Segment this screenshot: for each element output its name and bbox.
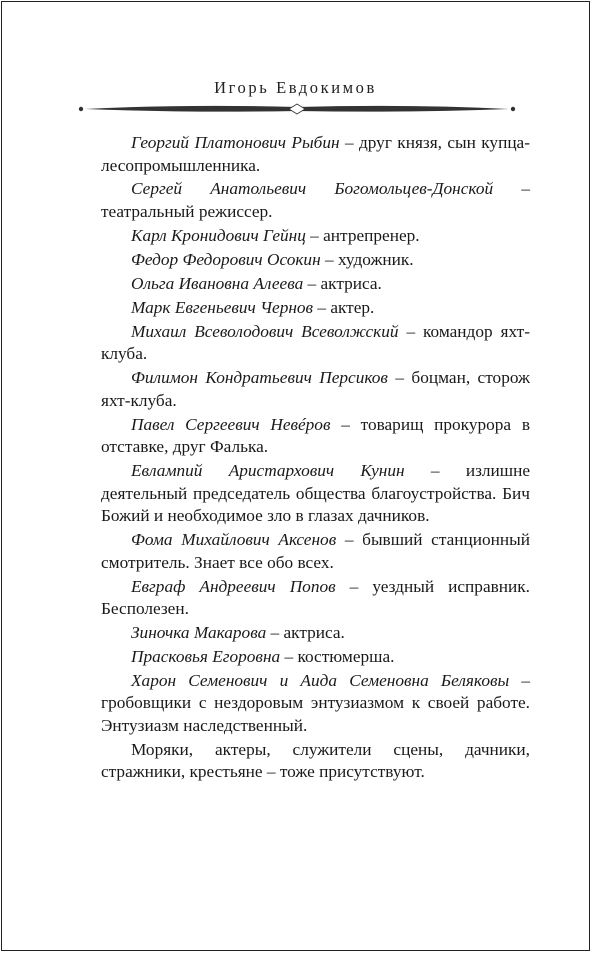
character-description: – боцман, сторож яхт-клуба. xyxy=(101,368,530,410)
character-description: – друг князя, сын купца-лесопромышленника. xyxy=(101,133,530,175)
closing-paragraph: Моряки, актеры, служители сцены, дачники, стражники, крестьяне – тоже присутствуют. xyxy=(101,739,530,782)
character-name: Ольга Ивановна Алеева xyxy=(131,273,304,293)
list-item xyxy=(101,249,530,272)
character-name: Харон Семенович и Аида Семеновна Беляковы xyxy=(131,670,510,690)
list-item xyxy=(101,460,530,528)
character-name: Михаил Всеволодович Всеволжский xyxy=(131,321,399,341)
list-item xyxy=(101,414,530,459)
character-name: Фома Михайлович Аксенов xyxy=(131,530,337,550)
character-name: Филимон Кондратьевич Персиков xyxy=(131,368,388,388)
character-description: – актриса. xyxy=(303,273,382,293)
list-item xyxy=(101,646,530,669)
character-description: – актер. xyxy=(313,297,375,317)
character-description: – уездный исправник. Бесполезен. xyxy=(101,576,530,619)
character-description: – костюмерша. xyxy=(280,646,395,666)
list-item xyxy=(101,622,530,645)
list-item xyxy=(101,576,530,621)
character-name: Марк Евгеньевич Чернов xyxy=(131,297,314,317)
list-item xyxy=(101,529,530,574)
character-name: Зиночка Макарова xyxy=(131,623,267,643)
header-ornament xyxy=(77,102,517,116)
character-description: – театральный режиссер. xyxy=(101,179,530,222)
list-item xyxy=(101,321,530,366)
character-description: – товарищ прокурора в отставке, друг Фалька. xyxy=(101,414,530,457)
character-name: Евлампий Аристархович Кунин xyxy=(131,460,405,480)
character-description: – бывший станционный смотритель. Знает все обо всех. xyxy=(101,530,531,572)
character-description: – излишне деятельный председатель общества благоустройства. Бич Божий и необходимое зло в глазах дачников. xyxy=(101,460,530,526)
character-description: – антрепренер. xyxy=(305,225,420,245)
list-item xyxy=(101,225,530,248)
character-name: Федор Федорович Осокин xyxy=(131,249,321,269)
character-name: Евграф Андреевич Попов xyxy=(131,576,336,596)
character-description: – актриса. xyxy=(266,623,345,643)
character-name: Карл Кронидович Гейнц xyxy=(131,225,306,245)
running-header: Игорь Евдокимов xyxy=(214,78,377,97)
character-description: – гробовщики с нездоровым энтузиазмом к своей работе. Энтузиазм наследственный. xyxy=(101,670,530,735)
character-description: – командор яхт-клуба. xyxy=(101,321,530,364)
list-item xyxy=(101,132,530,177)
list-item xyxy=(101,670,530,738)
character-name: Сергей Анатольевич Богомольцев-Донской xyxy=(131,179,494,199)
list-item xyxy=(101,178,530,223)
list-item xyxy=(101,367,530,412)
character-description: – художник. xyxy=(320,249,414,269)
character-name: Георгий Платонович Рыбин xyxy=(131,133,340,152)
list-item xyxy=(101,273,530,296)
cast-list xyxy=(101,132,530,785)
character-name: Прасковья Егоровна xyxy=(131,646,281,666)
character-name: Павел Сергеевич Невéров xyxy=(131,414,331,434)
book-page xyxy=(1,1,590,951)
list-item xyxy=(101,297,530,320)
